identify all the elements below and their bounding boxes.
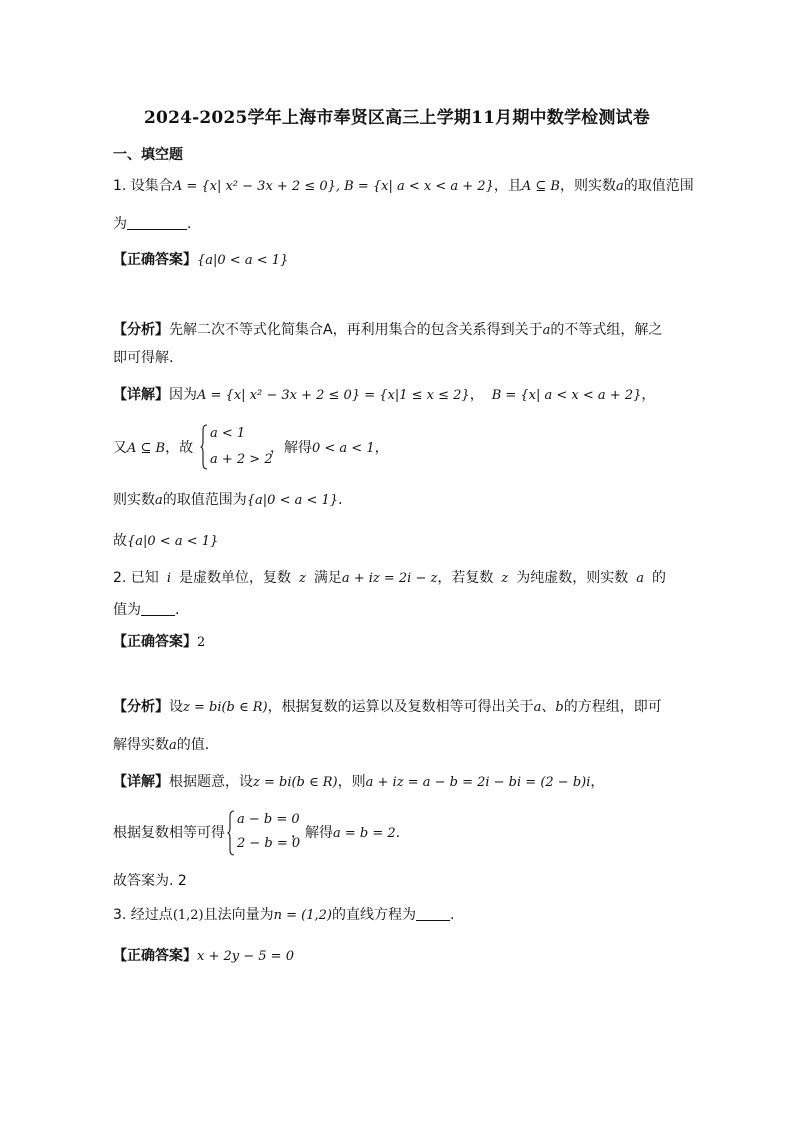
q2-detail-line1: 【详解】根据题意，设z = bi(b ∈ R)，则a + iz = a − b = 2i − bi = (2 − b)i， xyxy=(113,774,605,790)
system-brace-2 xyxy=(227,810,235,856)
q2-detail-line2-tail: ，解得a = b = 2. xyxy=(291,825,401,841)
system-brace-1 xyxy=(200,424,208,470)
q2-final: 故答案为. 2 xyxy=(113,873,187,889)
q1-detail-line2: 又A ⊆ B，故 xyxy=(113,440,194,456)
q2-line1: 2. 已知 i 是虚数单位，复数 z 满足a + iz = 2i − z，若复数 z 为纯虚数，则实数 a 的 xyxy=(113,570,666,586)
q1-system-row2: a + 2 > 2 xyxy=(210,452,273,467)
q2-analysis-line1: 【分析】设z = bi(b ∈ R)，根据复数的运算以及复数相等可得出关于a、b的方程组，即可 xyxy=(113,699,662,715)
q2-analysis-line2: 解得实数a的值. xyxy=(113,737,210,753)
q1-analysis-line1: 【分析】先解二次不等式化简集合A，再利用集合的包含关系得到关于a的不等式组，解之 xyxy=(113,322,663,338)
q1-conclusion: 故{a|0 < a < 1} xyxy=(113,533,219,549)
answer-blank xyxy=(127,215,187,230)
q2-system-row1: a − b = 0 xyxy=(237,812,300,827)
q1-line1: 1. 设集合A = {x| x² − 3x + 2 ≤ 0}, B = {x| a < x < a + 2}，且A ⊆ B，则实数a的取值范围 xyxy=(113,178,694,194)
q3-answer: 【正确答案】x + 2y − 5 = 0 xyxy=(113,948,294,964)
q2-line2: 值为 . xyxy=(113,602,180,618)
q3-line1: 3. 经过点(1,2)且法向量为n = (1,2)的直线方程为 . xyxy=(113,907,455,923)
q1-answer: 【正确答案】{a|0 < a < 1} xyxy=(113,252,289,268)
q1-detail-line2-tail: ，解得0 < a < 1， xyxy=(270,440,389,456)
answer-blank xyxy=(141,601,175,616)
q1-analysis-line2: 即可得解. xyxy=(113,350,174,366)
q2-system-row2: 2 − b = 0 xyxy=(237,836,301,851)
q2-detail-line2: 根据复数相等可得 xyxy=(113,825,225,841)
q1-set-def: A = {x| x² − 3x + 2 ≤ 0}, B = {x| a < x < a + 2} xyxy=(172,179,494,194)
q1-system-row1: a < 1 xyxy=(210,426,246,441)
section-heading: 一、填空题 xyxy=(113,147,183,163)
q1-detail-line1: 【详解】因为A = {x| x² − 3x + 2 ≤ 0} = {x|1 ≤ x ≤ 2}， B = {x| a < x < a + 2}， xyxy=(113,387,656,403)
page-title: 2024-2025学年上海市奉贤区高三上学期11月期中数学检测试卷 xyxy=(144,108,650,128)
q1-line2: 为 . xyxy=(113,216,192,232)
q2-answer: 【正确答案】2 xyxy=(113,634,206,650)
answer-blank xyxy=(416,906,450,921)
q1-detail-line3: 则实数a的取值范围为{a|0 < a < 1}. xyxy=(113,492,343,508)
